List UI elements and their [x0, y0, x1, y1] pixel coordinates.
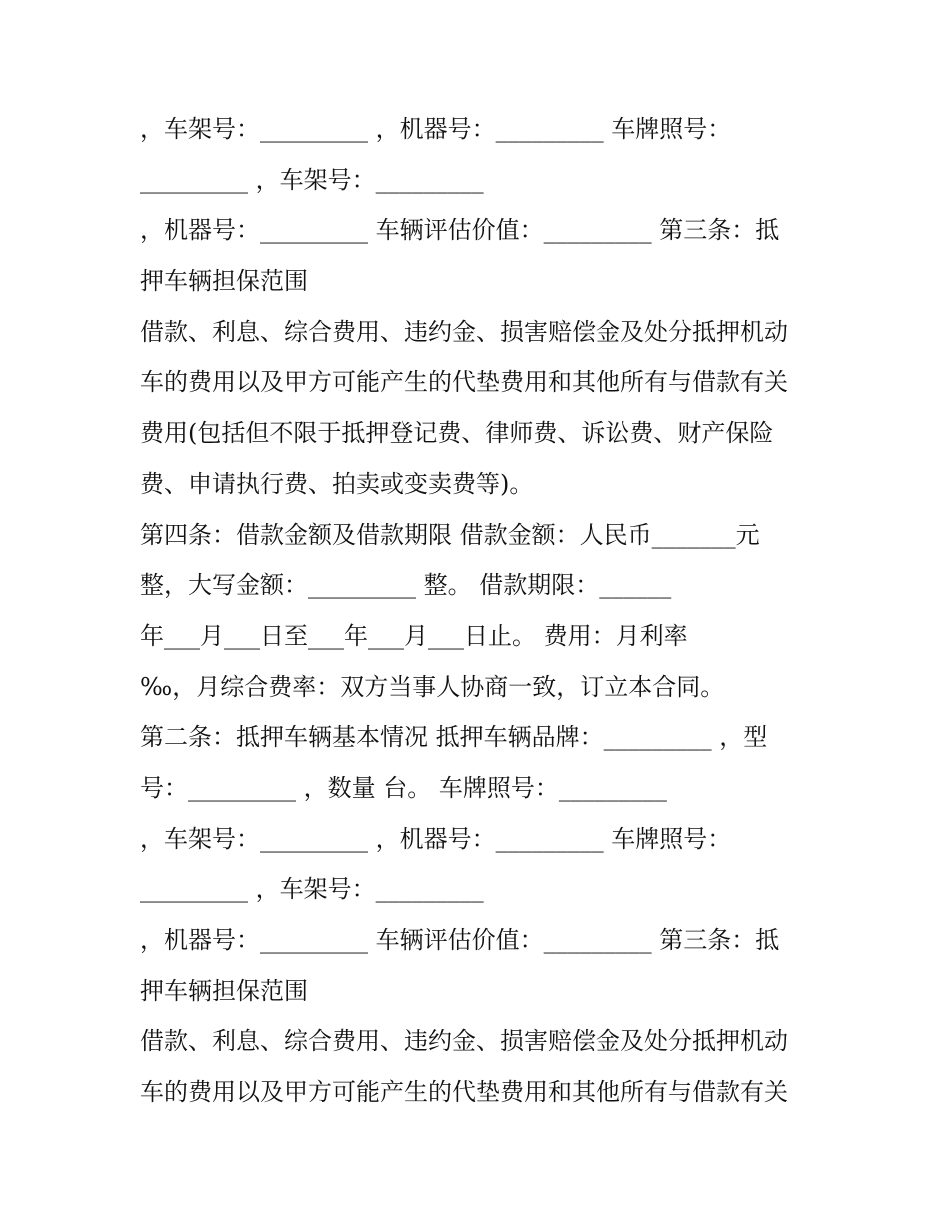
text-line: 第二条：抵押车辆基本情况 抵押车辆品牌：_________ ，型 — [140, 723, 768, 752]
text-line: ，车架号：_________ ，机器号：_________ 车牌照号： — [140, 115, 732, 143]
text-line: ，机器号：_________ 车辆评估价值：_________ 第三条：抵 — [140, 216, 780, 245]
text-line: 第四条：借款金额及借款期限 借款金额：人民币_______元 — [140, 520, 760, 549]
text-line: 整，大写金额：_________ 整。 借款期限：______ — [140, 571, 672, 600]
text-line: 费用(包括但不限于抵押登记费、律师费、诉讼费、财产保险 — [140, 419, 774, 448]
text-line: 号：_________ ，数量 台。 车牌照号：_________ — [140, 773, 667, 802]
text-line: ‰，月综合费率：双方当事人协商一致，订立本合同。 — [140, 672, 725, 701]
text-line: 年___月___日至___年___月___日止。 费用：月利率 — [140, 621, 688, 650]
contract-text-body — [140, 104, 830, 1118]
text-line: 借款、利息、综合费用、违约金、损害赔偿金及处分抵押机动 — [140, 1027, 788, 1056]
text-line: _________ ，车架号：_________ — [140, 165, 484, 194]
text-line: 车的费用以及甲方可能产生的代垫费用和其他所有与借款有关 — [140, 368, 788, 397]
text-line: 车的费用以及甲方可能产生的代垫费用和其他所有与借款有关 — [140, 1078, 788, 1107]
text-line: 押车辆担保范围 — [140, 267, 308, 296]
text-line: 借款、利息、综合费用、违约金、损害赔偿金及处分抵押机动 — [140, 317, 788, 346]
text-line: ，车架号：_________ ，机器号：_________ 车牌照号： — [140, 824, 732, 853]
text-line: _________ ，车架号：_________ — [140, 875, 484, 904]
text-line: 押车辆担保范围 — [140, 976, 308, 1005]
text-line: 费、申请执行费、拍卖或变卖费等)。 — [140, 469, 534, 498]
text-line: ，机器号：_________ 车辆评估价值：_________ 第三条：抵 — [140, 926, 780, 954]
